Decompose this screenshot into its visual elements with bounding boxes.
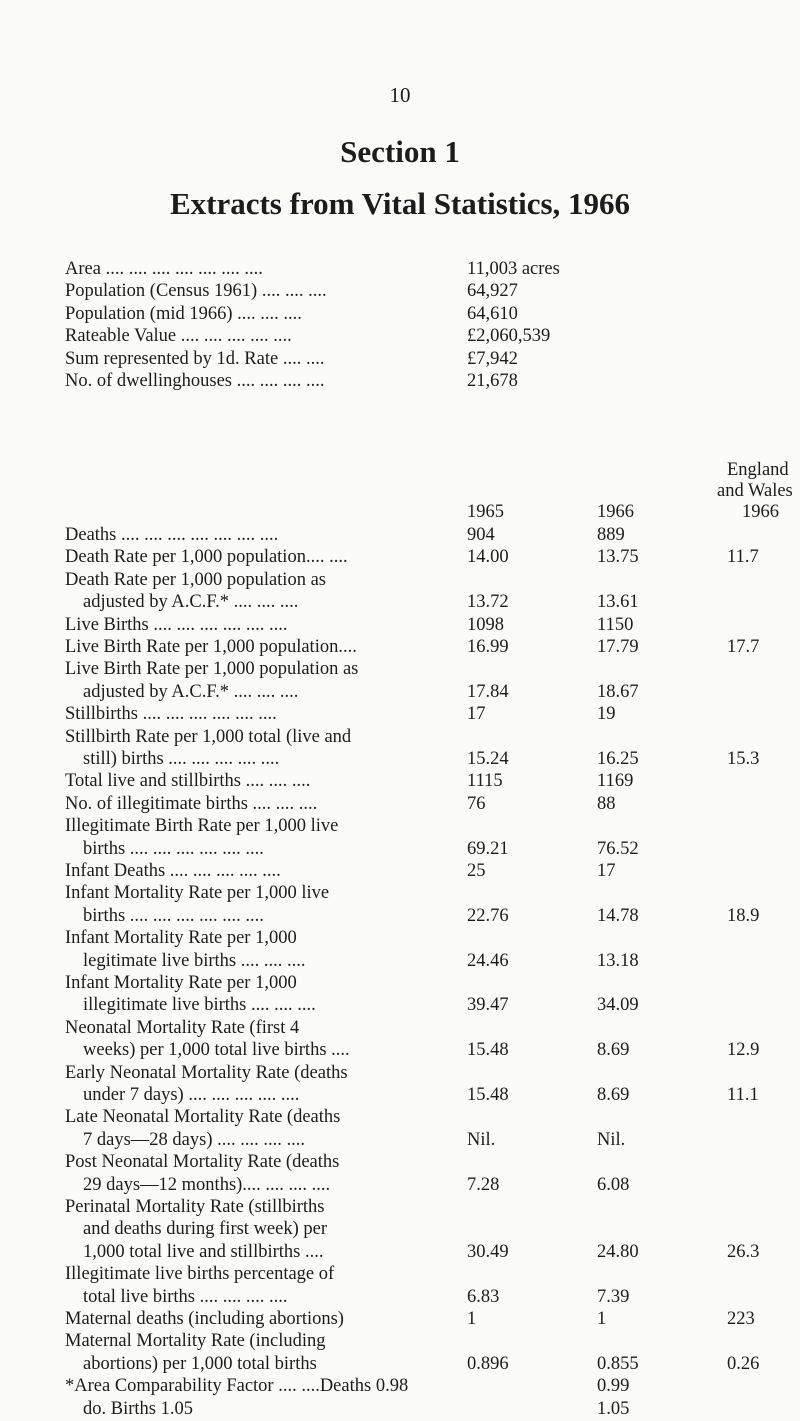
row-label: and deaths during first week) per — [83, 1219, 328, 1240]
cell-england-wales: 0.26 — [727, 1353, 760, 1374]
row-label: under 7 days) .... .... .... .... .... — [83, 1085, 300, 1105]
cell-england-wales: 11.1 — [727, 1085, 759, 1105]
table-row — [0, 816, 800, 838]
row-label: adjusted by A.C.F.* .... .... .... — [83, 681, 299, 702]
cell-1966: 8.69 — [597, 1040, 630, 1061]
summary-label: Sum represented by 1d. Rate .... .... — [65, 348, 325, 369]
cell-1966: 7.39 — [597, 1286, 630, 1307]
summary-label: Area .... .... .... .... .... .... .... — [65, 259, 263, 279]
cell-1966: 0.99 — [597, 1376, 630, 1397]
row-label: Death Rate per 1,000 population.... .... — [65, 547, 348, 568]
table-row — [0, 1197, 800, 1219]
table-row — [0, 1130, 800, 1152]
cell-1965: 17.84 — [467, 681, 509, 702]
cell-1965: 904 — [467, 525, 495, 545]
table-row — [0, 1085, 800, 1107]
row-label: 1,000 total live and stillbirths .... — [83, 1241, 324, 1262]
row-label: Live Birth Rate per 1,000 population.... — [65, 637, 357, 657]
page-title: Extracts from Vital Statistics, 1966 — [169, 186, 631, 221]
row-label: Live Birth Rate per 1,000 population as — [65, 659, 359, 680]
cell-1966: 13.18 — [597, 950, 639, 971]
cell-1965: 15.24 — [467, 749, 509, 769]
table-row — [0, 1242, 800, 1264]
row-label: Infant Deaths .... .... .... .... .... — [65, 861, 281, 881]
row-label: Infant Mortality Rate per 1,000 — [65, 973, 297, 993]
table-row — [0, 906, 800, 928]
table-row — [0, 637, 800, 659]
cell-1965: 1098 — [467, 614, 504, 635]
cell-1965: 15.48 — [467, 1040, 509, 1061]
cell-england-wales: 223 — [727, 1309, 755, 1329]
cell-england-wales: 15.3 — [727, 749, 760, 769]
table-row — [0, 1264, 800, 1286]
table-row — [0, 951, 800, 973]
table-row — [0, 570, 800, 592]
cell-1966: 0.855 — [597, 1353, 639, 1374]
cell-1966: 18.67 — [597, 681, 639, 702]
cell-england-wales: 11.7 — [727, 547, 759, 568]
cell-1965: 7.28 — [467, 1174, 500, 1195]
table-row — [0, 1063, 800, 1085]
cell-1965: 69.21 — [467, 838, 509, 859]
cell-1966: 14.78 — [597, 905, 639, 926]
table-row — [0, 1018, 800, 1040]
row-label: Live Births .... .... .... .... .... .... — [65, 614, 288, 635]
cell-1966: 17.79 — [597, 637, 639, 657]
table-row — [0, 1287, 800, 1309]
cell-1966: 1150 — [597, 614, 634, 635]
column-header-england-wales-line3: 1966 — [742, 502, 779, 522]
cell-1966: 88 — [597, 793, 616, 814]
cell-1966: 6.08 — [597, 1174, 630, 1195]
cell-1966: 13.61 — [597, 592, 639, 613]
cell-1965: 16.99 — [467, 637, 509, 657]
cell-1966: 1.05 — [597, 1398, 630, 1419]
cell-1965: 15.48 — [467, 1085, 509, 1105]
cell-1966: 34.09 — [597, 995, 639, 1016]
row-label: legitimate live births .... .... .... — [83, 950, 306, 971]
summary-row — [0, 259, 800, 281]
row-label: Total live and stillbirths .... .... .... — [65, 771, 311, 792]
table-row — [0, 771, 800, 793]
cell-1966: 889 — [597, 525, 625, 545]
row-label: Illegitimate Birth Rate per 1,000 live — [65, 816, 339, 837]
row-label: Maternal Mortality Rate (including — [65, 1331, 326, 1352]
row-label: do. Births 1.05 — [83, 1398, 193, 1419]
summary-value: 21,678 — [467, 371, 518, 391]
summary-value: 64,610 — [467, 303, 518, 324]
cell-1965: 1 — [467, 1309, 477, 1329]
summary-label: No. of dwellinghouses .... .... .... .... — [65, 371, 325, 391]
summary-value: £7,942 — [467, 348, 518, 369]
table-row — [0, 1107, 800, 1129]
row-label: 7 days—28 days) .... .... .... .... — [83, 1129, 305, 1150]
cell-1966: 19 — [597, 704, 616, 725]
table-row — [0, 1309, 800, 1331]
summary-row — [0, 304, 800, 326]
cell-1966: 8.69 — [597, 1085, 630, 1105]
summary-row — [0, 371, 800, 393]
table-row — [0, 883, 800, 905]
cell-england-wales: 12.9 — [727, 1040, 760, 1061]
cell-1965: 25 — [467, 861, 486, 881]
column-header-england-wales-line1: England — [727, 460, 789, 480]
row-label: abortions) per 1,000 total births — [83, 1353, 317, 1374]
table-row — [0, 704, 800, 726]
cell-1965: 22.76 — [467, 905, 509, 926]
summary-label: Population (Census 1961) .... .... .... — [65, 281, 327, 302]
table-row — [0, 928, 800, 950]
cell-1966: 1 — [597, 1309, 607, 1329]
table-row — [0, 1152, 800, 1174]
table-row — [0, 547, 800, 569]
cell-1966: 24.80 — [597, 1241, 639, 1262]
section-title: Section 1 — [340, 134, 460, 169]
cell-1965: 30.49 — [467, 1241, 509, 1262]
row-label: adjusted by A.C.F.* .... .... .... — [83, 592, 299, 613]
cell-1965: 14.00 — [467, 547, 509, 568]
table-row — [0, 1219, 800, 1241]
summary-label: Population (mid 1966) .... .... .... — [65, 303, 302, 324]
cell-1966: 13.75 — [597, 547, 639, 568]
summary-row — [0, 326, 800, 348]
summary-label: Rateable Value .... .... .... .... .... — [65, 326, 292, 347]
table-row — [0, 682, 800, 704]
summary-value: £2,060,539 — [467, 326, 551, 347]
cell-1966: 17 — [597, 861, 616, 881]
row-label: births .... .... .... .... .... .... — [83, 838, 264, 859]
cell-1965: 17 — [467, 704, 486, 725]
row-label: Neonatal Mortality Rate (first 4 — [65, 1017, 300, 1038]
row-label: Early Neonatal Mortality Rate (deaths — [65, 1062, 348, 1083]
row-label: still) births .... .... .... .... .... — [83, 749, 280, 769]
column-header-1966: 1966 — [597, 502, 634, 522]
row-label: Stillbirth Rate per 1,000 total (live and — [65, 726, 352, 747]
cell-1966: 16.25 — [597, 749, 639, 769]
table-row — [0, 525, 800, 547]
row-label: Infant Mortality Rate per 1,000 live — [65, 883, 330, 904]
table-row — [0, 1331, 800, 1353]
cell-england-wales: 26.3 — [727, 1241, 760, 1262]
column-header-1965: 1965 — [467, 502, 504, 522]
summary-value: 11,003 acres — [467, 259, 560, 279]
row-label: No. of illegitimate births .... .... .... — [65, 793, 318, 814]
row-label: Maternal deaths (including abortions) — [65, 1309, 344, 1329]
row-label: Death Rate per 1,000 population as — [65, 569, 326, 590]
table-row — [0, 1354, 800, 1376]
table-row — [0, 615, 800, 637]
column-header-england-wales-line2: and Wales — [717, 481, 793, 501]
cell-1965: 1115 — [467, 771, 503, 792]
table-row — [0, 592, 800, 614]
summary-value: 64,927 — [467, 281, 518, 302]
row-label: Illegitimate live births percentage of — [65, 1264, 335, 1285]
table-row — [0, 1376, 800, 1398]
table-row — [0, 727, 800, 749]
cell-1965: Nil. — [467, 1129, 496, 1150]
table-row — [0, 861, 800, 883]
table-row — [0, 749, 800, 771]
table-row — [0, 794, 800, 816]
table-row — [0, 995, 800, 1017]
row-label: Stillbirths .... .... .... .... .... .... — [65, 704, 277, 725]
cell-1965: 13.72 — [467, 592, 509, 613]
row-label: Late Neonatal Mortality Rate (deaths — [65, 1107, 341, 1128]
table-row — [0, 839, 800, 861]
cell-england-wales: 17.7 — [727, 637, 760, 657]
row-label: births .... .... .... .... .... .... — [83, 905, 264, 926]
row-label: illegitimate live births .... .... .... — [83, 995, 316, 1016]
cell-1965: 76 — [467, 793, 486, 814]
summary-row — [0, 281, 800, 303]
table-row — [0, 1040, 800, 1062]
page-number: 10 — [389, 83, 411, 107]
cell-1965: 0.896 — [467, 1353, 509, 1374]
cell-1965: 6.83 — [467, 1286, 500, 1307]
row-label: Post Neonatal Mortality Rate (deaths — [65, 1152, 340, 1173]
cell-1966: Nil. — [597, 1129, 626, 1150]
row-label: 29 days—12 months).... .... .... .... — [83, 1174, 331, 1195]
summary-row — [0, 349, 800, 371]
cell-1965: 39.47 — [467, 995, 509, 1016]
cell-england-wales: 18.9 — [727, 905, 760, 926]
cell-1966: 1169 — [597, 771, 634, 792]
table-row — [0, 1399, 800, 1421]
cell-1966: 76.52 — [597, 838, 639, 859]
table-row — [0, 659, 800, 681]
row-label: Infant Mortality Rate per 1,000 — [65, 928, 297, 949]
row-label: total live births .... .... .... .... — [83, 1286, 288, 1307]
table-row — [0, 973, 800, 995]
row-label: Deaths .... .... .... .... .... .... .... — [65, 525, 279, 545]
row-label: weeks) per 1,000 total live births .... — [83, 1040, 350, 1061]
row-label: Perinatal Mortality Rate (stillbirths — [65, 1197, 325, 1217]
table-row — [0, 1175, 800, 1197]
row-label: *Area Comparability Factor .... ....Deaths 0.98 — [65, 1376, 409, 1397]
cell-1965: 24.46 — [467, 950, 509, 971]
